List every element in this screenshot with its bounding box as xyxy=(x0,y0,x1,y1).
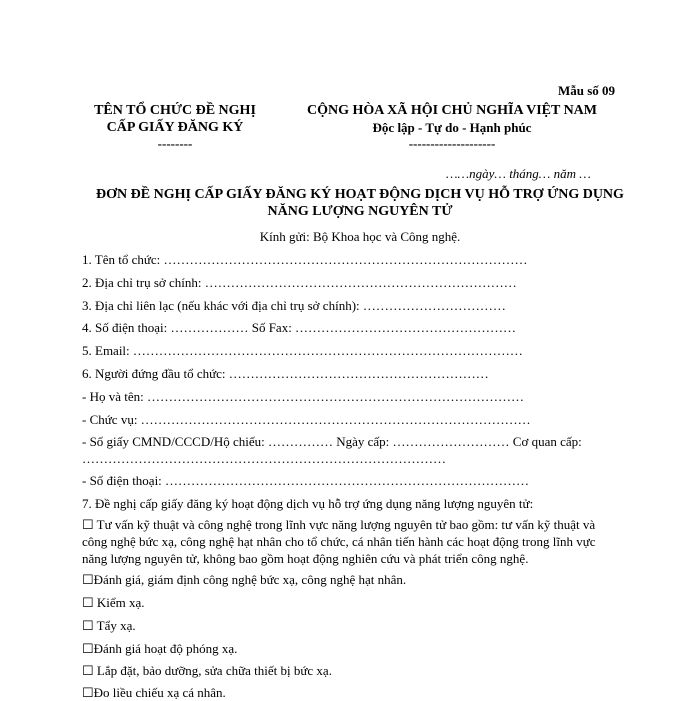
field-request-heading: 7. Đề nghị cấp giấy đăng ký hoạt động dịch vụ hỗ trợ ứng dụng năng lượng nguyên tử: xyxy=(82,496,534,511)
field-id-document: - Số giấy CMND/CCCD/Hộ chiếu: …………… Ngày cấp: ……………………… Cơ quan cấp: xyxy=(82,434,582,449)
option-device-installation-maintenance: ☐ Lắp đặt, bảo dưỡng, sửa chữa thiết bị bức xạ. xyxy=(82,663,332,678)
recipient-line: Kính gửi: Bộ Khoa học và Công nghệ. xyxy=(259,229,461,244)
left-header-divider: -------- xyxy=(157,136,193,151)
field-head-of-organization: 6. Người đứng đầu tổ chức: …………………………………………………… xyxy=(82,366,489,381)
option-radioactivity-assessment: ☐Đánh giá hoạt độ phóng xạ. xyxy=(82,641,238,656)
field-head-office-address: 2. Địa chỉ trụ sở chính: ……………………………………………………………… xyxy=(82,275,517,290)
field-head-phone: - Số điện thoại: ………………………………………………………………………… xyxy=(82,473,530,488)
date-line: ……ngày… tháng… năm … xyxy=(446,166,591,181)
form-number: Mẫu số 09 xyxy=(558,83,616,98)
right-header-divider: -------------------- xyxy=(408,136,496,151)
field-organization-name: 1. Tên tổ chức: ………………………………………………………………………… xyxy=(82,252,528,267)
org-name-line2: CẤP GIẤY ĐĂNG KÝ xyxy=(106,120,244,135)
option-technology-assessment: ☐Đánh giá, giám định công nghệ bức xạ, công nghệ hạt nhân. xyxy=(82,572,407,587)
national-motto: Độc lập - Tự do - Hạnh phúc xyxy=(372,120,532,135)
field-contact-address: 3. Địa chỉ liên lạc (nếu khác với địa chỉ trụ sở chính): …………………………… xyxy=(82,298,506,313)
field-phone-fax: 4. Số điện thoại: ……………… Số Fax: …………………………………………… xyxy=(82,320,517,335)
field-email: 5. Email: ……………………………………………………………………………… xyxy=(82,343,523,358)
option-radiation-inspection: ☐ Kiểm xạ. xyxy=(82,595,145,610)
option-personal-dosimetry: ☐Đo liều chiếu xạ cá nhân. xyxy=(82,685,226,700)
form-title-line1: ĐƠN ĐỀ NGHỊ CẤP GIẤY ĐĂNG KÝ HOẠT ĐỘNG DỊCH VỤ HỖ TRỢ ỨNG DỤNG xyxy=(96,187,624,202)
org-name-line1: TÊN TỔ CHỨC ĐỀ NGHỊ xyxy=(94,103,256,118)
form-title-line2: NĂNG LƯỢNG NGUYÊN TỬ xyxy=(267,204,453,219)
field-full-name: - Họ và tên: …………………………………………………………………………… xyxy=(82,389,524,404)
option-technical-consulting: ☐ Tư vấn kỹ thuật và công nghệ trong lĩnh vực năng lượng nguyên tử bao gồm: tư vấn kỹ thuật và công nghệ bức xạ, công nghệ hạt nhân cho tổ chức, cá nhân tiến hành các hoạt động trong lĩnh vực năng lượng nguyên tử, không bao gồm hoạt động nghiên cứu và phát triển công nghệ. xyxy=(82,517,596,566)
field-id-document-continuation: ………………………………………………………………………… xyxy=(82,451,446,466)
option-decontamination: ☐ Tẩy xạ. xyxy=(82,618,136,633)
national-title: CỘNG HÒA XÃ HỘI CHỦ NGHĨA VIỆT NAM xyxy=(306,103,597,118)
field-position: - Chức vụ: ……………………………………………………………………………… xyxy=(82,412,531,427)
